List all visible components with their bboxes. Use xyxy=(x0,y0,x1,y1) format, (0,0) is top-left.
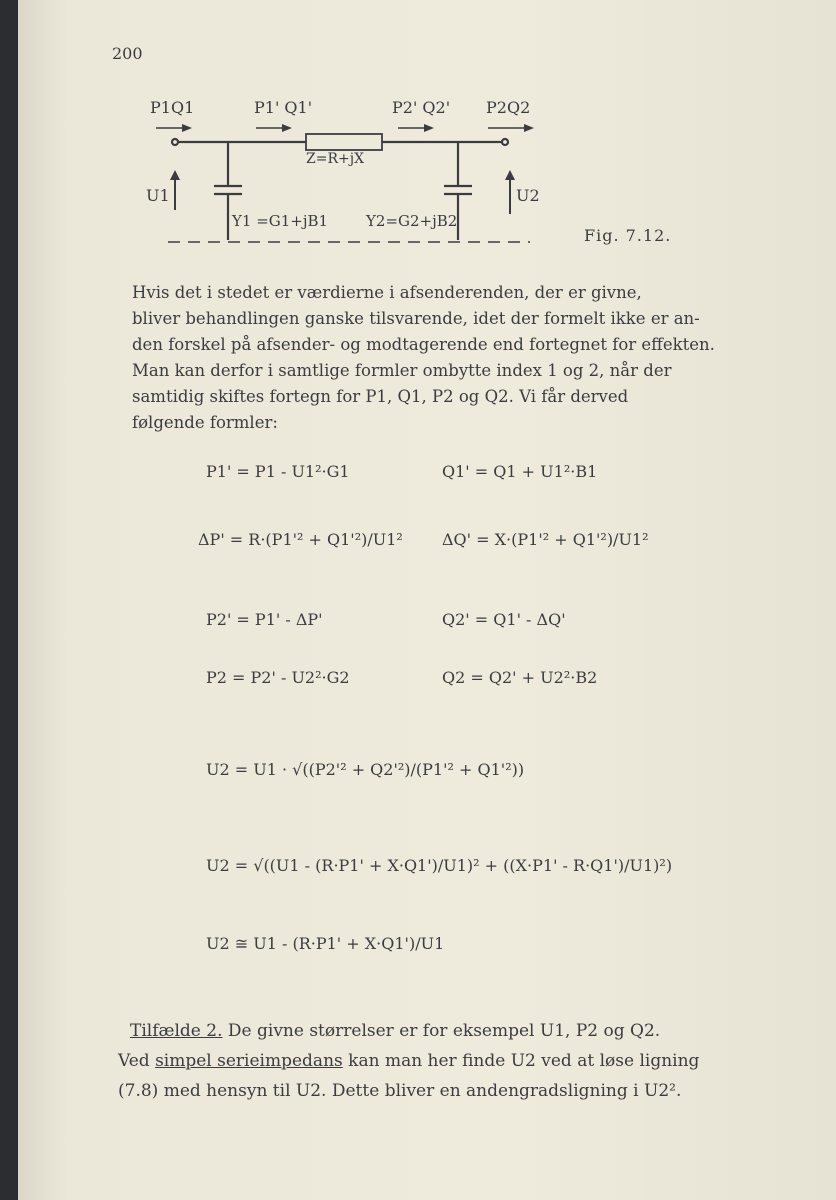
paragraph-2-line-1 xyxy=(130,1016,830,1046)
equation-p2: P2 = P2' - U2²·G2 xyxy=(206,668,350,687)
paragraph-line: Hvis det i stedet er værdierne i afsenderenden, der er givne, xyxy=(132,283,642,302)
paragraph-2-line-1-text: De givne størrelser er for eksempel U1, P2 og Q2. xyxy=(222,1021,661,1041)
paragraph-line: Man kan derfor i samtlige formler ombytte index 1 og 2, når der xyxy=(132,361,672,380)
label-impedance: Z=R+jX xyxy=(306,151,365,167)
equation-p2-prime: P2' = P1' - ΔP' xyxy=(206,610,323,629)
label-p2q2: P2Q2 xyxy=(486,98,531,117)
equation-u2-approx: U2 ≅ U1 - (R·P1' + X·Q1')/U1 xyxy=(206,934,445,953)
paragraph-2-line-3: (7.8) med hensyn til U2. Dette bliver en andengradsligning i U2². xyxy=(118,1081,682,1101)
equation-delta-q: ΔQ' = X·(P1'² + Q1'²)/U1² xyxy=(442,530,649,549)
case-heading: Tilfælde 2. xyxy=(130,1021,223,1041)
paragraph-line: samtidig skiftes fortegn for P1, Q1, P2 og Q2. Vi får derved xyxy=(132,387,629,406)
figure-caption: Fig. 7.12. xyxy=(584,226,672,245)
book-page xyxy=(18,0,836,1200)
paragraph-line: følgende formler: xyxy=(132,413,278,432)
equation-delta-p: ΔP' = R·(P1'² + Q1'²)/U1² xyxy=(198,530,403,549)
label-p1q1: P1Q1 xyxy=(150,98,195,117)
equation-q1-prime: Q1' = Q1 + U1²·B1 xyxy=(442,462,598,481)
equation-q2: Q2 = Q2' + U2²·B2 xyxy=(442,668,598,687)
equation-p1-prime: P1' = P1 - U1²·G1 xyxy=(206,462,350,481)
label-y2: Y2=G2+jB2 xyxy=(366,212,458,230)
page-number: 200 xyxy=(112,44,143,63)
label-p1q1-prime: P1' Q1' xyxy=(254,98,313,117)
paragraph-1 xyxy=(132,280,792,436)
label-u1: U1 xyxy=(146,186,170,205)
paragraph-2-line-2-a: Ved xyxy=(118,1051,156,1071)
label-u2: U2 xyxy=(516,186,540,205)
paragraph-2 xyxy=(118,1016,830,1106)
equation-q2-prime: Q2' = Q1' - ΔQ' xyxy=(442,610,566,629)
equation-u2-ratio: U2 = U1 · √((P2'² + Q2'²)/(P1'² + Q1'²)) xyxy=(206,760,525,779)
paragraph-2-line-2 xyxy=(118,1046,830,1076)
equation-u2-exact: U2 = √((U1 - (R·P1' + X·Q1')/U1)² + ((X·P1' - R·Q1')/U1)²) xyxy=(206,856,673,875)
underlined-term: simpel serieimpedans xyxy=(155,1051,343,1071)
label-p2q2-prime: P2' Q2' xyxy=(392,98,451,117)
label-y1: Y1 =G1+jB1 xyxy=(232,212,329,230)
paragraph-2-line-2-b: kan man her finde U2 ved at løse ligning xyxy=(342,1051,700,1071)
paragraph-line: bliver behandlingen ganske tilsvarende, idet der formelt ikke er an- xyxy=(132,309,700,328)
paragraph-line: den forskel på afsender- og modtagerende end fortegnet for effekten. xyxy=(132,335,715,354)
